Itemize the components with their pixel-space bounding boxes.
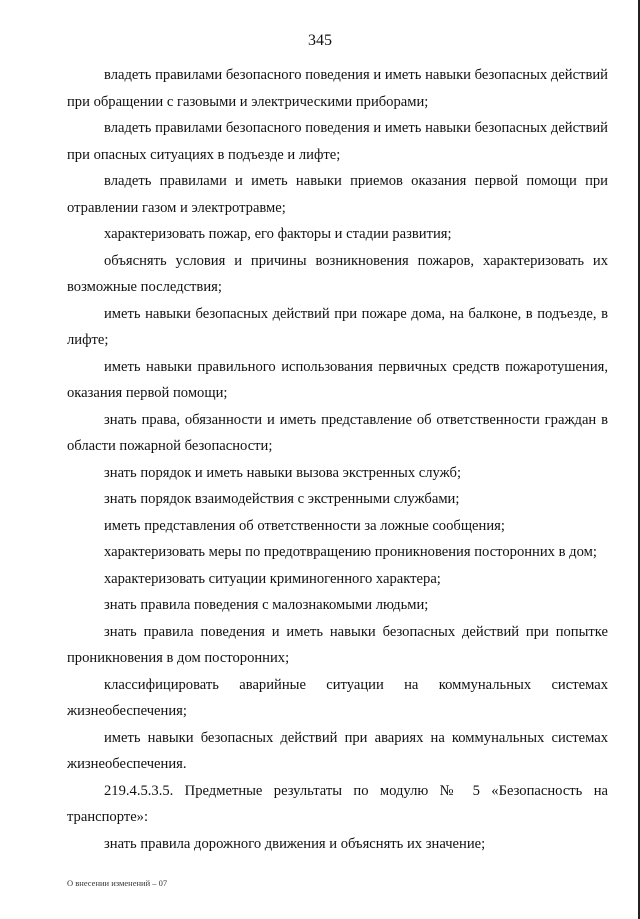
paragraph: знать права, обязанности и иметь представление об ответственности граждан в области пожарной безопасности; (67, 411, 608, 454)
paragraph: объяснять условия и причины возникновения пожаров, характеризовать их возможные последствия; (67, 252, 608, 295)
paragraph: знать правила дорожного движения и объяснять их значение; (104, 835, 486, 852)
paragraph: иметь представления об ответственности за ложные сообщения; (104, 517, 505, 534)
paragraph: владеть правилами безопасного поведения и иметь навыки безопасных действий при обращении с газовыми и электрическими приборами; (67, 67, 608, 110)
paragraph: владеть правилами и иметь навыки приемов оказания первой помощи при отравлении газом и электротравме; (67, 173, 608, 216)
paragraph: знать правила поведения и иметь навыки безопасных действий при попытке проникновения в дом посторонних; (67, 623, 608, 666)
document-body (67, 62, 608, 857)
paragraph: классифицировать аварийные ситуации на коммунальных системах жизнеобеспечения; (67, 676, 608, 719)
paragraph: знать правила поведения с малознакомыми людьми; (104, 597, 429, 613)
page-number: 345 (308, 32, 332, 49)
paragraph: характеризовать ситуации криминогенного характера; (104, 570, 441, 587)
paragraph: иметь навыки правильного использования первичных средств пожаротушения, оказания первой помощи; (67, 358, 608, 401)
paragraph: знать порядок взаимодействия с экстренными службами; (104, 491, 460, 507)
paragraph: владеть правилами безопасного поведения и иметь навыки безопасных действий при опасных ситуациях в подъезде и лифте; (67, 120, 608, 163)
section-heading: 219.4.5.3.5. Предметные результаты по модулю № 5 «Безопасность на транспорте»: (67, 782, 608, 825)
paragraph: иметь навыки безопасных действий при пожаре дома, на балконе, в подъезде, в лифте; (67, 305, 608, 348)
footer-note: О внесении изменений – 07 (67, 878, 168, 888)
paragraph: характеризовать меры по предотвращению проникновения посторонних в дом; (104, 544, 597, 560)
paragraph: характеризовать пожар, его факторы и стадии развития; (104, 226, 452, 242)
paragraph: знать порядок и иметь навыки вызова экстренных служб; (104, 464, 462, 481)
paragraph: иметь навыки безопасных действий при авариях на коммунальных системах жизнеобеспечения. (67, 729, 608, 772)
